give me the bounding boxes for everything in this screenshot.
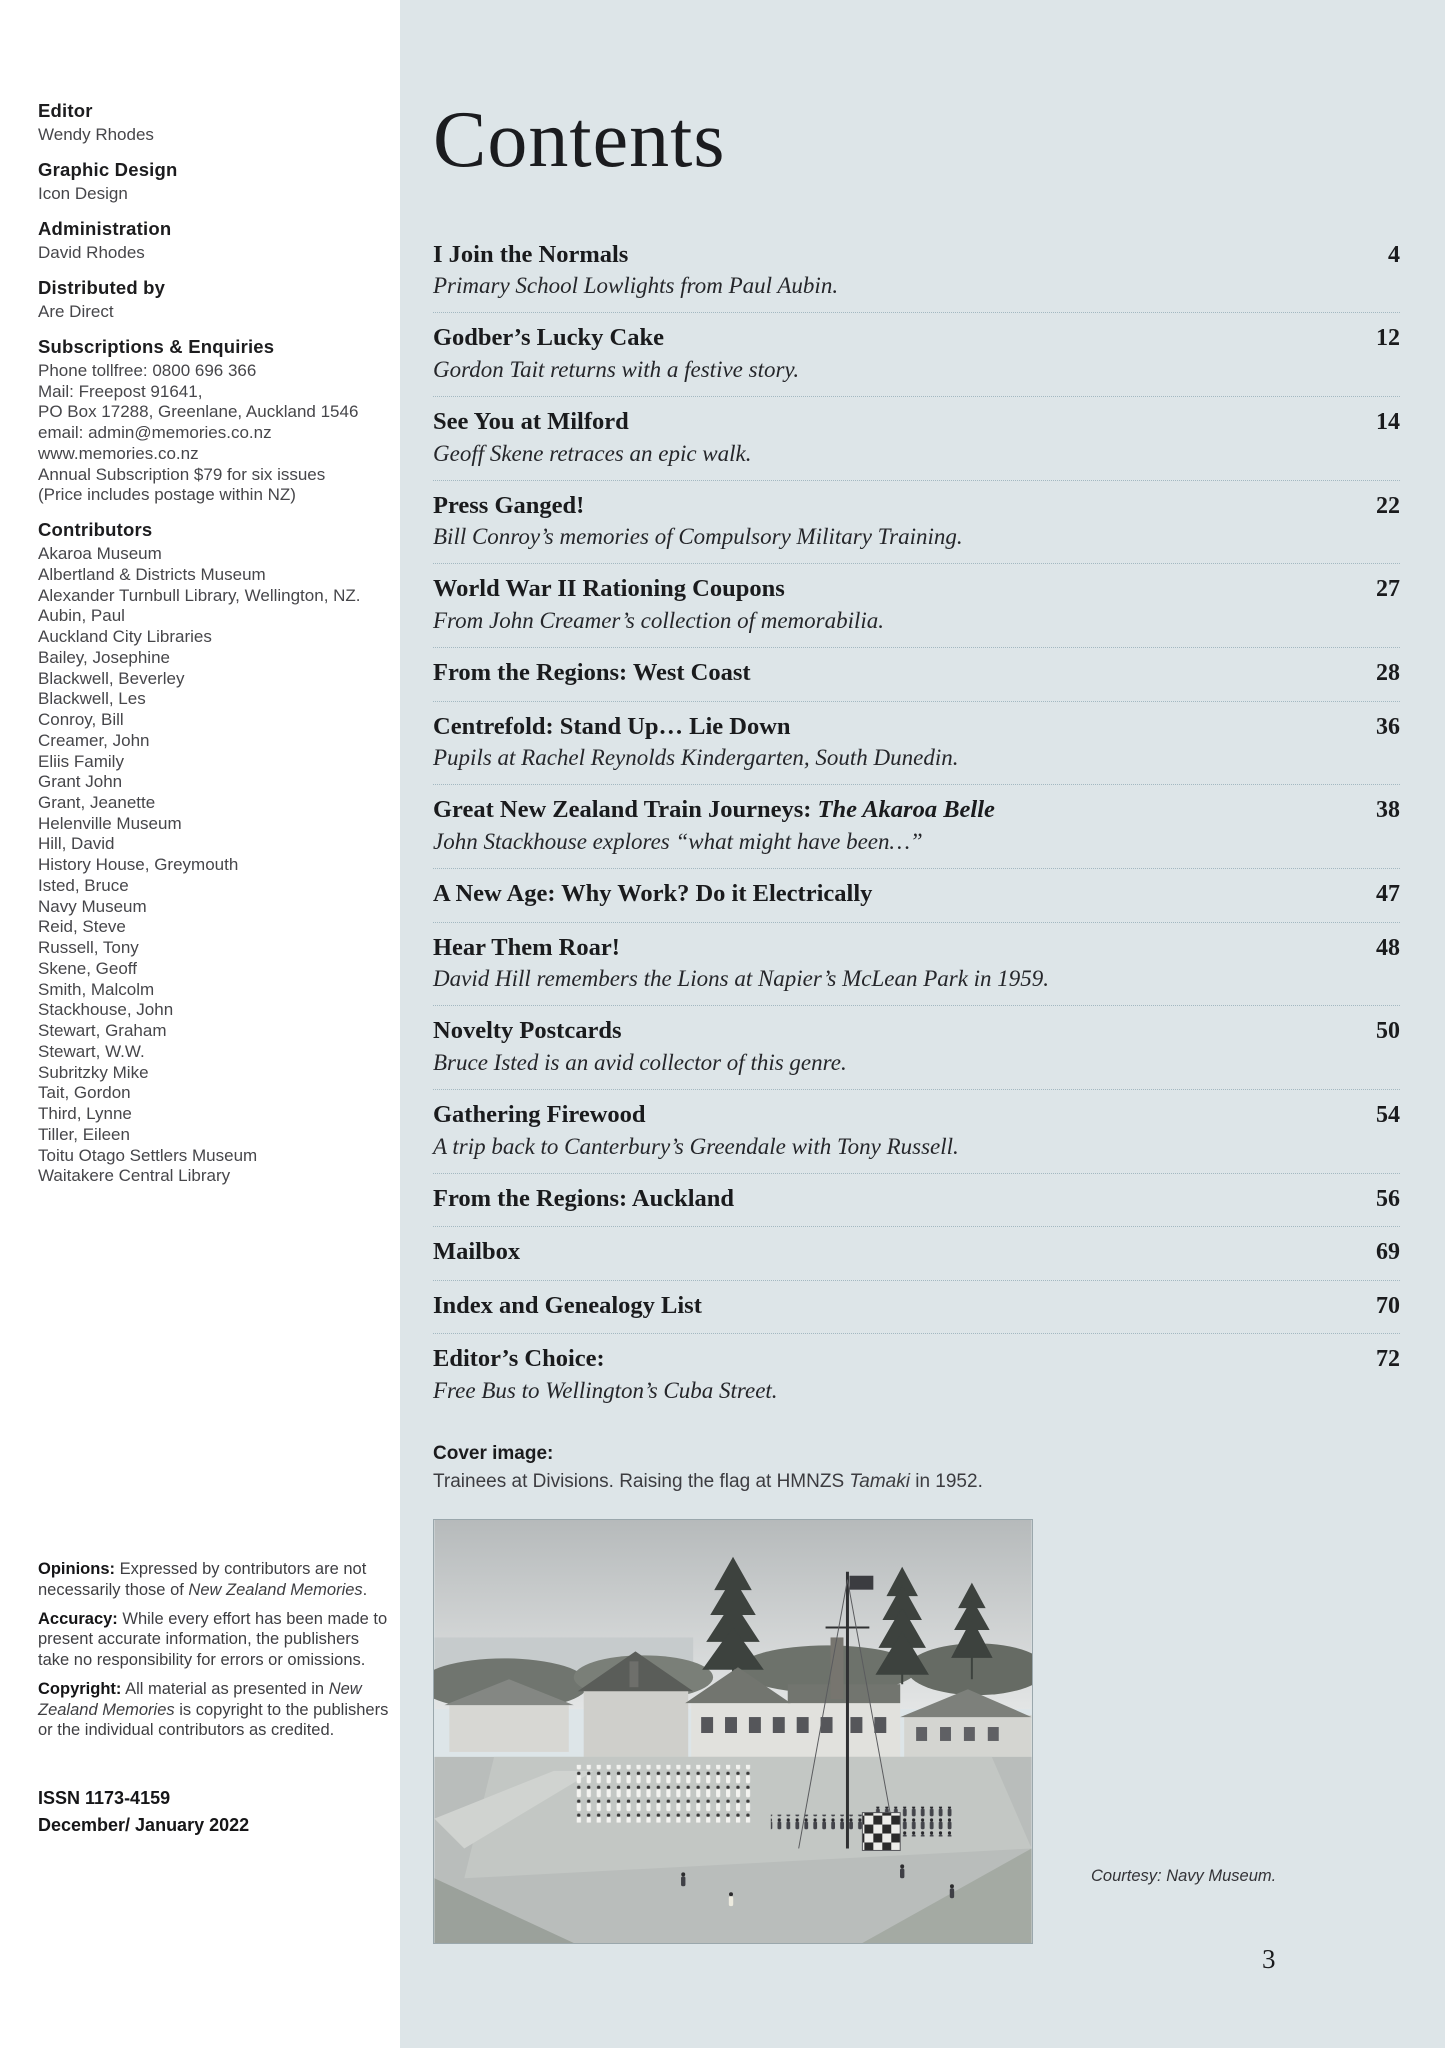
toc-entry xyxy=(433,1281,1400,1335)
masthead-section-label: Contributors xyxy=(38,519,153,541)
toc-entry xyxy=(433,230,1400,314)
masthead-line: Tiller, Eileen xyxy=(38,1124,130,1144)
toc-entry-page: 69 xyxy=(1376,1239,1400,1266)
toc-entry-page: 48 xyxy=(1376,934,1400,961)
masthead-section xyxy=(38,336,396,506)
masthead-line: Akaroa Museum xyxy=(38,544,162,564)
notice: Copyright: All material as presented in New Zealand Memories is copyright to the publishers or the individual contributors as credited. xyxy=(38,1679,389,1740)
masthead-line: Stewart, Graham xyxy=(38,1021,167,1041)
toc-entry-subtitle: Bruce Isted is an avid collector of this genre. xyxy=(433,1049,847,1075)
toc-entry xyxy=(433,648,1400,702)
masthead-line: Icon Design xyxy=(38,184,128,204)
masthead-line: Reid, Steve xyxy=(38,917,126,937)
masthead-line: Creamer, John xyxy=(38,730,150,750)
masthead-section xyxy=(38,100,396,146)
masthead-line: Third, Lynne xyxy=(38,1104,132,1124)
toc-entry-page: 50 xyxy=(1376,1018,1400,1045)
masthead-line: Smith, Malcolm xyxy=(38,979,155,999)
toc-entry-page: 14 xyxy=(1376,408,1400,435)
cover-image-label: Cover image: xyxy=(433,1443,554,1465)
toc-entry-page: 22 xyxy=(1376,492,1400,519)
toc-entry-title: Press Ganged! xyxy=(433,491,585,519)
masthead-line: Blackwell, Les xyxy=(38,689,146,709)
masthead-line: Eliis Family xyxy=(38,751,124,771)
toc-entry-title: Gathering Firewood xyxy=(433,1100,646,1128)
cover-image-block xyxy=(433,1443,1400,1944)
toc-entry xyxy=(433,481,1400,565)
toc-entry-title: I Join the Normals xyxy=(433,240,629,268)
masthead-line: Mail: Freepost 91641, xyxy=(38,381,203,401)
toc-entry-title: Novelty Postcards xyxy=(433,1017,622,1045)
toc-entry-page: 47 xyxy=(1376,880,1400,907)
masthead-line: Isted, Bruce xyxy=(38,875,129,895)
toc-entry-subtitle: David Hill remembers the Lions at Napier’s McLean Park in 1959. xyxy=(433,966,1050,992)
toc-entry-title: Mailbox xyxy=(433,1238,521,1266)
toc-entry-page: 54 xyxy=(1376,1101,1400,1128)
masthead-line: Grant John xyxy=(38,772,123,792)
toc-entry-subtitle: Free Bus to Wellington’s Cuba Street. xyxy=(433,1378,778,1404)
photo-credit: Courtesy: Navy Museum. xyxy=(1091,1867,1277,1886)
masthead-line: Tait, Gordon xyxy=(38,1083,131,1103)
masthead-line: Bailey, Josephine xyxy=(38,647,170,667)
masthead-line: Aubin, Paul xyxy=(38,606,125,626)
masthead-line: Helenville Museum xyxy=(38,813,182,833)
masthead-line: Blackwell, Beverley xyxy=(38,668,185,688)
toc-entry xyxy=(433,1227,1400,1281)
toc-entry xyxy=(433,1334,1400,1417)
masthead-notices xyxy=(38,1559,394,1741)
masthead-line: Toitu Otago Settlers Museum xyxy=(38,1145,258,1165)
masthead-section-label: Editor xyxy=(38,100,93,121)
toc-entry xyxy=(433,397,1400,481)
masthead-line: Hill, David xyxy=(38,834,115,854)
toc-entry-title: Godber’s Lucky Cake xyxy=(433,324,664,352)
masthead-sidebar xyxy=(0,0,400,2048)
toc-entry-page: 12 xyxy=(1376,325,1400,352)
notice: Accuracy: While every effort has been made to present accurate information, the publishers take no responsibility for errors or omissions. xyxy=(38,1609,388,1670)
toc-entry-subtitle: From John Creamer’s collection of memorabilia. xyxy=(433,607,885,633)
toc-entry-title: From the Regions: Auckland xyxy=(433,1184,735,1212)
masthead-line: Stewart, W.W. xyxy=(38,1041,145,1061)
toc-entry xyxy=(433,702,1400,786)
toc-entry-page: 56 xyxy=(1376,1185,1400,1212)
issn-block xyxy=(38,1785,396,1839)
toc-entry-title: See You at Milford xyxy=(433,407,629,435)
toc-entry-title: A New Age: Why Work? Do it Electrically xyxy=(433,879,873,907)
masthead-line: PO Box 17288, Greenlane, Auckland 1546 xyxy=(38,402,359,422)
masthead-line: (Price includes postage within NZ) xyxy=(38,485,296,505)
toc-entry-page: 38 xyxy=(1376,797,1400,824)
masthead-section-label: Administration xyxy=(38,217,172,239)
toc-entry xyxy=(433,1006,1400,1090)
masthead-section-label: Graphic Design xyxy=(38,158,178,180)
toc-entry-subtitle: Gordon Tait returns with a festive story. xyxy=(433,356,800,382)
masthead-line: email: admin@memories.co.nz xyxy=(38,423,272,443)
masthead-line: History House, Greymouth xyxy=(38,855,239,875)
toc-entry-page: 70 xyxy=(1376,1292,1400,1319)
toc-entry-title: Centrefold: Stand Up… Lie Down xyxy=(433,712,791,740)
toc-entry xyxy=(433,1090,1400,1174)
toc-entry xyxy=(433,869,1400,923)
table-of-contents xyxy=(433,230,1400,1418)
masthead-line: David Rhodes xyxy=(38,243,145,263)
toc-entry xyxy=(433,564,1400,648)
masthead-line: Wendy Rhodes xyxy=(38,125,154,145)
contents-heading: Contents xyxy=(433,96,726,184)
toc-entry-page: 28 xyxy=(1376,659,1400,686)
toc-entry-subtitle: A trip back to Canterbury’s Greendale with Tony Russell. xyxy=(433,1133,959,1159)
toc-entry-subtitle: John Stackhouse explores “what might have been…” xyxy=(433,828,923,854)
masthead-line: Conroy, Bill xyxy=(38,710,124,730)
masthead-section xyxy=(38,519,396,1187)
masthead-line: www.memories.co.nz xyxy=(38,443,199,463)
toc-entry-page: 27 xyxy=(1376,576,1400,603)
masthead-line: Russell, Tony xyxy=(38,938,139,958)
masthead-line: Albertland & Districts Museum xyxy=(38,564,266,584)
contents-panel xyxy=(400,0,1445,2048)
masthead-line: Are Direct xyxy=(38,301,114,321)
toc-entry xyxy=(433,1174,1400,1228)
masthead-line: Navy Museum xyxy=(38,896,147,916)
masthead-line: Grant, Jeanette xyxy=(38,793,156,813)
toc-entry xyxy=(433,785,1400,869)
toc-entry-title: From the Regions: West Coast xyxy=(433,658,751,686)
toc-entry-title: Index and Genealogy List xyxy=(433,1291,702,1319)
notice: Opinions: Expressed by contributors are not necessarily those of New Zealand Memories. xyxy=(38,1559,368,1599)
page-number: 3 xyxy=(1262,1944,1276,1974)
masthead-sections xyxy=(38,100,396,1187)
issue-date: December/ January 2022 xyxy=(38,1815,250,1836)
toc-entry xyxy=(433,313,1400,397)
toc-entry-title: Hear Them Roar! xyxy=(433,933,620,961)
cover-caption-pre: Trainees at Divisions. Raising the flag at HMNZS xyxy=(433,1471,850,1493)
cover-photo xyxy=(433,1519,1033,1944)
cover-caption-post: in 1952. xyxy=(909,1471,983,1493)
masthead-section xyxy=(38,218,396,264)
cover-photo-row xyxy=(433,1519,1400,1944)
toc-entry-subtitle: Primary School Lowlights from Paul Aubin. xyxy=(433,273,839,299)
masthead-section xyxy=(38,159,396,205)
masthead-section-label: Subscriptions & Enquiries xyxy=(38,335,275,357)
toc-entry-subtitle: Pupils at Rachel Reynolds Kindergarten, South Dunedin. xyxy=(433,745,959,771)
masthead-line: Annual Subscription $79 for six issues xyxy=(38,464,326,484)
toc-entry-title: Great New Zealand Train Journeys: The Akaroa Belle xyxy=(433,796,995,824)
toc-entry-subtitle: Bill Conroy’s memories of Compulsory Military Training. xyxy=(433,524,963,550)
masthead-line: Stackhouse, John xyxy=(38,1000,174,1020)
toc-entry-page: 36 xyxy=(1376,713,1400,740)
masthead-line: Skene, Geoff xyxy=(38,958,137,978)
masthead-line: Waitakere Central Library xyxy=(38,1166,231,1186)
toc-entry-page: 4 xyxy=(1388,241,1400,268)
cover-image-caption xyxy=(433,1471,1400,1493)
masthead-line: Phone tollfree: 0800 696 366 xyxy=(38,360,257,380)
toc-entry xyxy=(433,923,1400,1007)
masthead-section xyxy=(38,277,396,323)
issn: ISSN 1173-4159 xyxy=(38,1788,171,1809)
masthead-line: Auckland City Libraries xyxy=(38,627,212,647)
toc-entry-subtitle: Geoff Skene retraces an epic walk. xyxy=(433,440,752,466)
masthead-section-label: Distributed by xyxy=(38,276,166,298)
toc-entry-title: World War II Rationing Coupons xyxy=(433,575,785,603)
masthead-line: Alexander Turnbull Library, Wellington, NZ. xyxy=(38,585,361,605)
toc-entry-title: Editor’s Choice: xyxy=(433,1345,605,1373)
toc-entry-page: 72 xyxy=(1376,1346,1400,1373)
cover-caption-ship-name: Tamaki xyxy=(849,1471,910,1493)
masthead-line: Subritzky Mike xyxy=(38,1062,149,1082)
